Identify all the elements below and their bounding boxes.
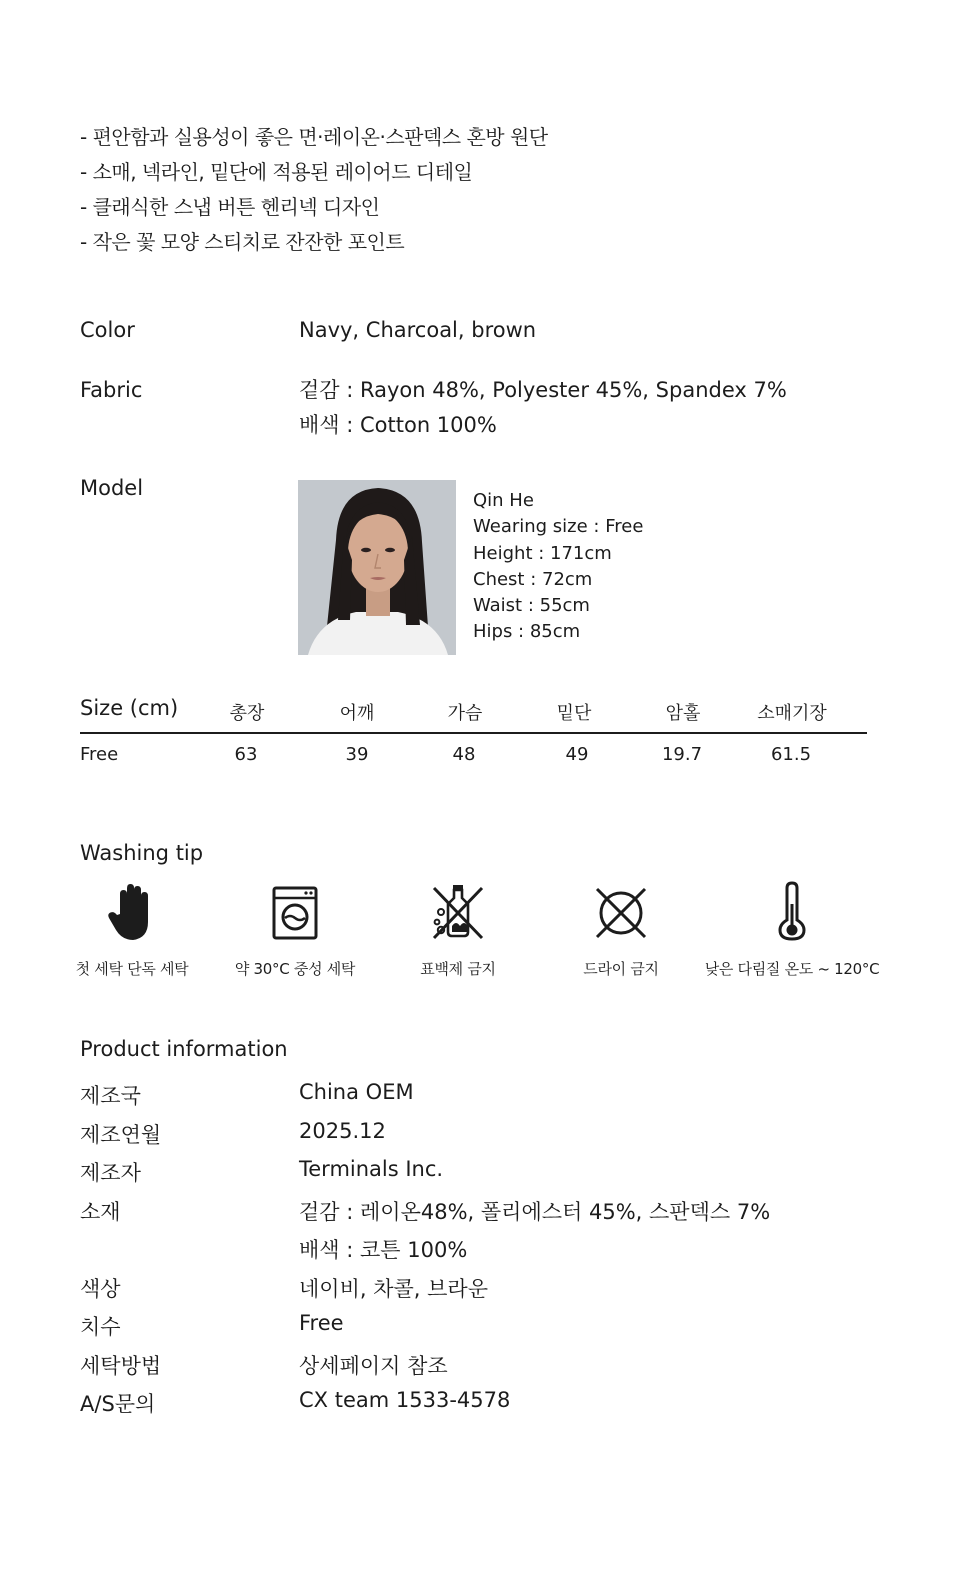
thermometer-icon — [772, 880, 812, 942]
color-value: Navy, Charcoal, brown — [299, 318, 537, 342]
product-info-value: Free — [299, 1311, 344, 1335]
model-name: Qin He — [473, 490, 534, 511]
size-cell: 48 — [452, 744, 476, 765]
product-info-value: CX team 1533-4578 — [299, 1388, 511, 1412]
size-col-header: 암홀 — [665, 703, 701, 724]
product-info-key: 치수 — [80, 1315, 121, 1339]
feature-item: - 편안함과 실용성이 좋은 면·레이온·스판덱스 혼방 원단 — [80, 125, 548, 149]
size-col-header: 가슴 — [447, 703, 483, 724]
size-row-label: Free — [80, 744, 119, 765]
feature-item: - 클래식한 스냅 버튼 헨리넥 디자인 — [80, 195, 380, 219]
fabric-line-outer: 겉감 : Rayon 48%, Polyester 45%, Spandex 7% — [299, 378, 787, 402]
model-waist: Waist : 55cm — [473, 595, 590, 617]
wash-label: 약 30°C 중성 세탁 — [234, 960, 356, 978]
product-info-value: 2025.12 — [299, 1119, 386, 1143]
wash-item — [52, 880, 212, 979]
washing-title: Washing tip — [80, 841, 204, 865]
product-info-value: 네이비, 차콜, 브라운 — [299, 1277, 488, 1301]
wash-label: 표백제 금지 — [420, 960, 496, 978]
model-height: Height : 171cm — [473, 542, 612, 564]
wash-label: 첫 세탁 단독 세탁 — [75, 960, 189, 978]
product-info-key: A/S문의 — [80, 1392, 156, 1416]
size-table-header — [80, 696, 867, 726]
model-label: Model — [80, 476, 144, 500]
feature-item: - 작은 꽃 모양 스티치로 잔잔한 포인트 — [80, 230, 405, 254]
product-info-key: 제조국 — [80, 1084, 141, 1108]
size-cell: 39 — [345, 744, 369, 765]
wash-item — [541, 880, 701, 979]
no-bleach-icon — [428, 880, 488, 942]
model-chest: Chest : 72cm — [473, 568, 593, 590]
product-info-value: 겉감 : 레이온48%, 폴리에스터 45%, 스판덱스 7% — [299, 1200, 771, 1224]
fabric-label: Fabric — [80, 378, 143, 402]
size-table-divider — [80, 732, 867, 734]
wash-label: 드라이 금지 — [583, 960, 659, 978]
product-info-value: 배색 : 코튼 100% — [299, 1238, 468, 1262]
wash-item — [704, 880, 880, 979]
product-info-title: Product information — [80, 1037, 288, 1061]
size-col-header: 밑단 — [556, 703, 592, 724]
model-wearing-size: Wearing size : Free — [473, 516, 644, 538]
hand-wash-icon — [106, 880, 158, 942]
size-cell: 61.5 — [770, 744, 812, 765]
fabric-line-accent: 배색 : Cotton 100% — [299, 413, 497, 437]
model-hips: Hips : 85cm — [473, 621, 581, 643]
size-cell: 63 — [234, 744, 258, 765]
feature-list — [80, 120, 548, 260]
product-info-key: 색상 — [80, 1277, 121, 1301]
product-info-value: 상세페이지 참조 — [299, 1354, 448, 1378]
wash-item — [378, 880, 538, 979]
product-info-key: 제조연월 — [80, 1123, 162, 1147]
size-cell: 19.7 — [661, 744, 703, 765]
product-info-value: China OEM — [299, 1080, 414, 1104]
product-info-value: Terminals Inc. — [299, 1157, 444, 1181]
size-col-header: 어깨 — [339, 703, 375, 724]
size-col-header: 총장 — [229, 703, 265, 724]
model-photo — [298, 480, 456, 655]
product-info-key: 세탁방법 — [80, 1354, 162, 1378]
size-cell: 49 — [565, 744, 589, 765]
model-details — [473, 488, 643, 646]
product-info-key: 소재 — [80, 1200, 121, 1224]
color-label: Color — [80, 318, 135, 342]
wash-label: 낮은 다림질 온도 ~ 120°C — [704, 960, 880, 978]
product-info-key: 제조자 — [80, 1161, 141, 1185]
model-portrait-image — [298, 480, 456, 655]
feature-item: - 소매, 넥라인, 밑단에 적용된 레이어드 디테일 — [80, 160, 473, 184]
no-dry-clean-icon — [591, 880, 651, 942]
size-col-header: 소매기장 — [757, 703, 827, 724]
washing-machine-icon — [269, 880, 321, 942]
size-table-title: Size (cm) — [80, 696, 179, 720]
wash-item — [215, 880, 375, 979]
table-row — [80, 744, 867, 774]
